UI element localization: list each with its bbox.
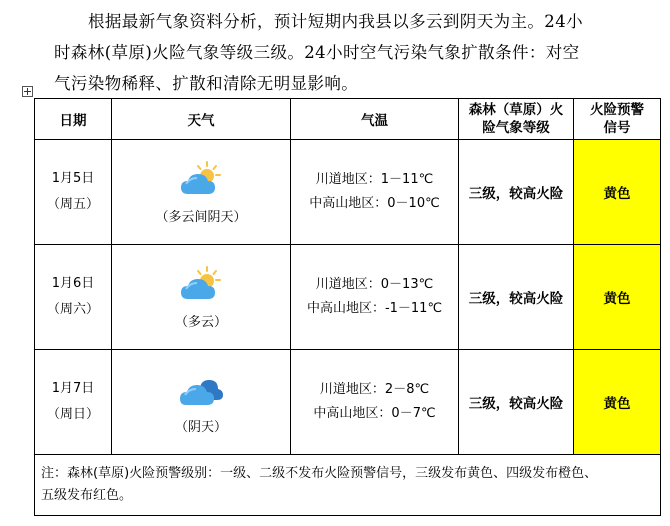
fire-level-cell: 三级，较高火险 xyxy=(459,350,574,455)
weather-forecast-table xyxy=(34,98,661,516)
weather-cell xyxy=(112,245,291,350)
date-text: 1月6日 xyxy=(51,276,95,291)
mountain-temp: 中高山地区：0－7℃ xyxy=(313,406,436,421)
note-line-2: 五级发布红色。 xyxy=(41,488,133,503)
table-header-row xyxy=(35,99,661,140)
header-warning-line-1: 火险预警 xyxy=(590,102,644,118)
valley-temp: 川道地区：2－8℃ xyxy=(319,382,430,397)
note-cell xyxy=(35,455,661,516)
partly-cloudy-icon xyxy=(178,160,224,198)
note-line-1: 注：森林(草原)火险预警级别：一级、二级不发布火险预警信号，三级发布黄色、四级发布橙色、 xyxy=(41,466,598,481)
temperature-cell xyxy=(291,140,459,245)
date-cell xyxy=(35,245,112,350)
mountain-temp: 中高山地区：-1－11℃ xyxy=(306,301,443,316)
date-cell xyxy=(35,140,112,245)
overcast-icon xyxy=(178,370,224,408)
condition-text: （多云） xyxy=(174,314,227,330)
warning-signal-cell: 黄色 xyxy=(574,140,661,245)
header-fire-level-line-1: 森林（草原）火 xyxy=(468,102,564,118)
weather-cell xyxy=(112,350,291,455)
temperature-cell xyxy=(291,350,459,455)
table-row xyxy=(35,245,661,350)
header-date: 日期 xyxy=(35,99,112,140)
fire-level-cell: 三级，较高火险 xyxy=(459,245,574,350)
weekday-text: （周六） xyxy=(46,302,99,317)
table-row xyxy=(35,350,661,455)
table-move-handle-icon[interactable] xyxy=(22,86,33,97)
partly-cloudy-icon xyxy=(178,265,224,303)
weekday-text: （周五） xyxy=(46,197,99,212)
fire-level-cell: 三级，较高火险 xyxy=(459,140,574,245)
date-text: 1月5日 xyxy=(51,171,95,186)
header-warning-line-2: 信号 xyxy=(603,120,631,136)
weather-cell xyxy=(112,140,291,245)
date-cell xyxy=(35,350,112,455)
temperature-cell xyxy=(291,245,459,350)
header-warning-signal xyxy=(574,99,661,140)
intro-line-1: 根据最新气象资料分析，预计短期内我县以多云到阴天为主。24小 xyxy=(88,12,583,31)
table-row xyxy=(35,140,661,245)
intro-paragraph xyxy=(54,6,654,99)
header-fire-level xyxy=(459,99,574,140)
header-temperature: 气温 xyxy=(291,99,459,140)
warning-signal-cell: 黄色 xyxy=(574,350,661,455)
mountain-temp: 中高山地区：0－10℃ xyxy=(309,196,440,211)
note-row xyxy=(35,455,661,516)
valley-temp: 川道地区：1－11℃ xyxy=(315,172,434,187)
date-text: 1月7日 xyxy=(51,381,95,396)
condition-text: （阴天） xyxy=(174,419,227,435)
condition-text: （多云间阴天） xyxy=(155,209,247,225)
header-weather: 天气 xyxy=(112,99,291,140)
intro-line-2: 时森林(草原)火险气象等级三级。24小时空气污染气象扩散条件：对空 xyxy=(54,43,580,62)
warning-signal-cell: 黄色 xyxy=(574,245,661,350)
valley-temp: 川道地区：0－13℃ xyxy=(315,277,434,292)
intro-line-3: 气污染物稀释、扩散和清除无明显影响。 xyxy=(54,74,359,93)
header-fire-level-line-2: 险气象等级 xyxy=(482,120,550,136)
weekday-text: （周日） xyxy=(46,407,99,422)
